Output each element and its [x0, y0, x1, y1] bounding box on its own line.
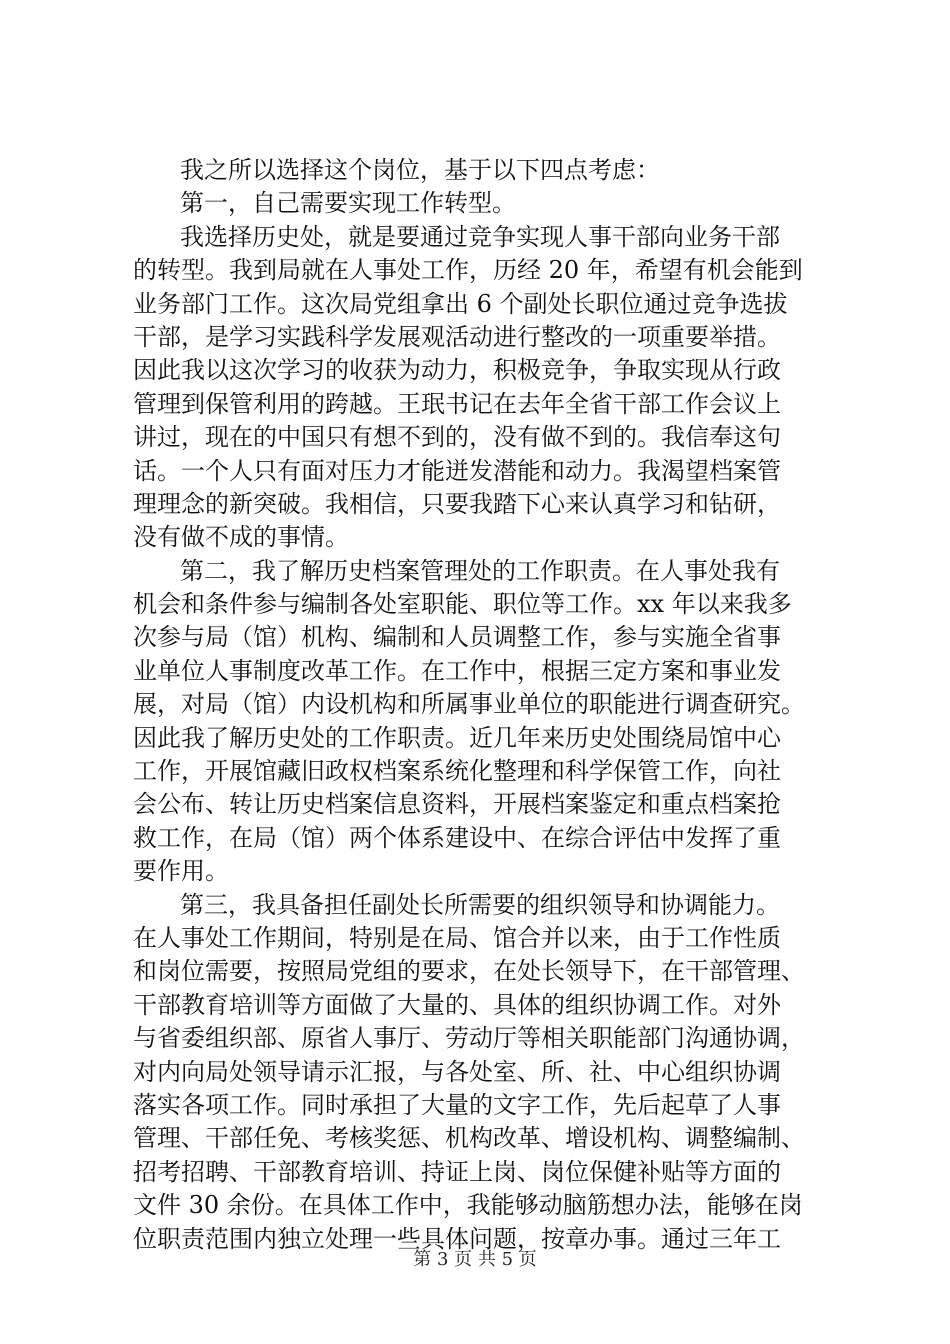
text-line: 业务部门工作。这次局党组拿出 6 个副处长职位通过竞争选拔 [133, 289, 788, 318]
text-line: 业单位人事制度改革工作。在工作中，根据三定方案和事业发 [133, 656, 781, 685]
text-line: 要作用。 [133, 857, 229, 886]
text-line: 文件 30 余份。在具体工作中，我能够动脑筋想办法，能够在岗 [133, 1191, 803, 1220]
text-line: 管理、干部任免、考核奖惩、机构改革、增设机构、调整编制、 [133, 1124, 805, 1153]
text-line: 干部教育培训等方面做了大量的、具体的组织协调工作。对外 [133, 990, 781, 1019]
text-line: 机会和条件参与编制各处室职能、职位等工作。xx 年以来我多 [133, 590, 792, 619]
text-line: 展，对局（馆）内设机构和所属事业单位的职能进行调查研究。 [133, 690, 805, 719]
text-line: 我选择历史处，就是要通过竞争实现人事干部向业务干部 [180, 222, 780, 251]
text-line: 与省委组织部、原省人事厅、劳动厅等相关职能部门沟通协调， [133, 1024, 805, 1053]
text-line: 讲过，现在的中国只有想不到的，没有做不到的。我信奉这句 [133, 423, 781, 452]
text-line: 救工作，在局（馆）两个体系建设中、在综合评估中发挥了重 [133, 823, 781, 852]
text-line: 位职责范围内独立处理一些具体问题，按章办事。通过三年工 [133, 1224, 781, 1253]
text-line: 会公布、转让历史档案信息资料，开展档案鉴定和重点档案抢 [133, 790, 781, 819]
text-line: 招考招聘、干部教育培训、持证上岗、岗位保健补贴等方面的 [133, 1157, 781, 1186]
text-line: 落实各项工作。同时承担了大量的文字工作，先后起草了人事 [133, 1090, 781, 1119]
text-line: 第一，自己需要实现工作转型。 [180, 189, 516, 218]
text-line: 次参与局（馆）机构、编制和人员调整工作，参与实施全省事 [133, 623, 781, 652]
text-line: 话。一个人只有面对压力才能迸发潜能和动力。我渴望档案管 [133, 456, 781, 485]
text-line: 的转型。我到局就在人事处工作，历经 20 年，希望有机会能到 [133, 256, 803, 285]
text-line: 我之所以选择这个岗位，基于以下四点考虑： [180, 156, 660, 184]
text-line: 管理到保管利用的跨越。王珉书记在去年全省干部工作会议上 [133, 389, 781, 418]
text-line: 对内向局处领导请示汇报，与各处室、所、社、中心组织协调 [133, 1057, 781, 1086]
text-line: 和岗位需要，按照局党组的要求，在处长领导下，在干部管理、 [133, 957, 805, 986]
text-line: 工作，开展馆藏旧政权档案系统化整理和科学保管工作，向社 [133, 757, 781, 786]
text-line: 因此我以这次学习的收获为动力，积极竞争，争取实现从行政 [133, 356, 781, 385]
text-line: 没有做不成的事情。 [133, 523, 349, 552]
text-line: 第三，我具备担任副处长所需要的组织领导和协调能力。 [180, 890, 780, 919]
text-line: 第二，我了解历史档案管理处的工作职责。在人事处我有 [180, 556, 780, 585]
text-line: 在人事处工作期间，特别是在局、馆合并以来，由于工作性质 [133, 923, 781, 952]
text-line: 理理念的新突破。我相信，只要我踏下心来认真学习和钻研， [133, 489, 781, 518]
text-line: 干部，是学习实践科学发展观活动进行整改的一项重要举措。 [133, 322, 781, 351]
page-footer: 第 3 页 共 5 页 [413, 1249, 537, 1270]
text-line: 因此我了解历史处的工作职责。近几年来历史处围绕局馆中心 [133, 723, 781, 752]
body-text [133, 154, 853, 1256]
